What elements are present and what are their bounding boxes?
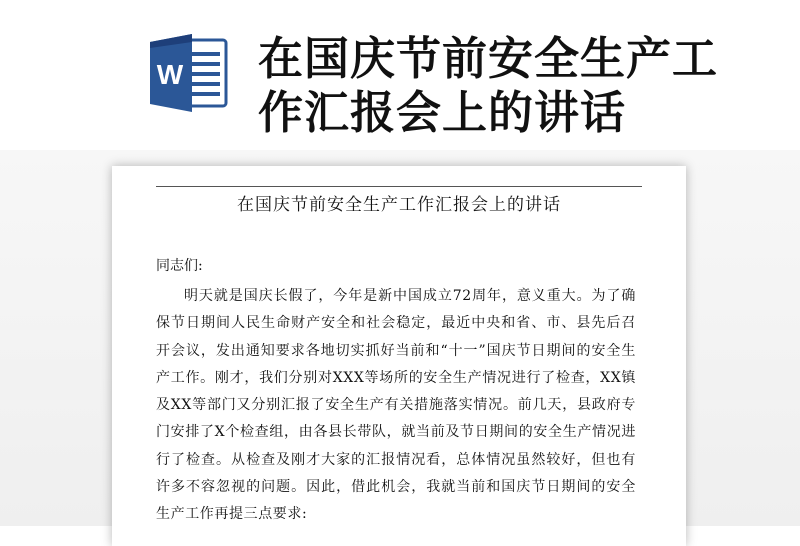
word-icon-letter: W	[156, 59, 184, 90]
body-paragraph: 明天就是国庆长假了，今年是新中国成立72周年，意义重大。为了确保节日期间人民生命财产安全和社会稳定，最近中央和省、市、县先后召开会议，发出通知要求各地切实抓好当前和“十一”国庆节日期间的安全生产工作。刚才，我们分别对XXX等场所的安全生产情况进行了检查，XX镇及XX等部门又分别汇报了安全生产有关措施落实情况。前几天，县政府专门安排了X个检查组，由各县长带队，就当前及节日期间的安全生产情况进行了检查。从检查及刚才大家的汇报情况看，总体情况虽然较好，但也有许多不容忽视的问题。因此，借此机会，我就当前和国庆节日期间的安全生产工作再提三点要求:	[156, 288, 636, 523]
document-title: 在国庆节前安全生产工作汇报会上的讲话	[237, 195, 561, 215]
document-page	[112, 166, 686, 546]
banner	[0, 0, 800, 160]
salutation: 同志们:	[156, 258, 203, 274]
word-icon	[150, 32, 230, 114]
page-headline: 在国庆节前安全生产工作汇报会上的讲话	[258, 32, 719, 139]
header-rule	[156, 186, 642, 187]
